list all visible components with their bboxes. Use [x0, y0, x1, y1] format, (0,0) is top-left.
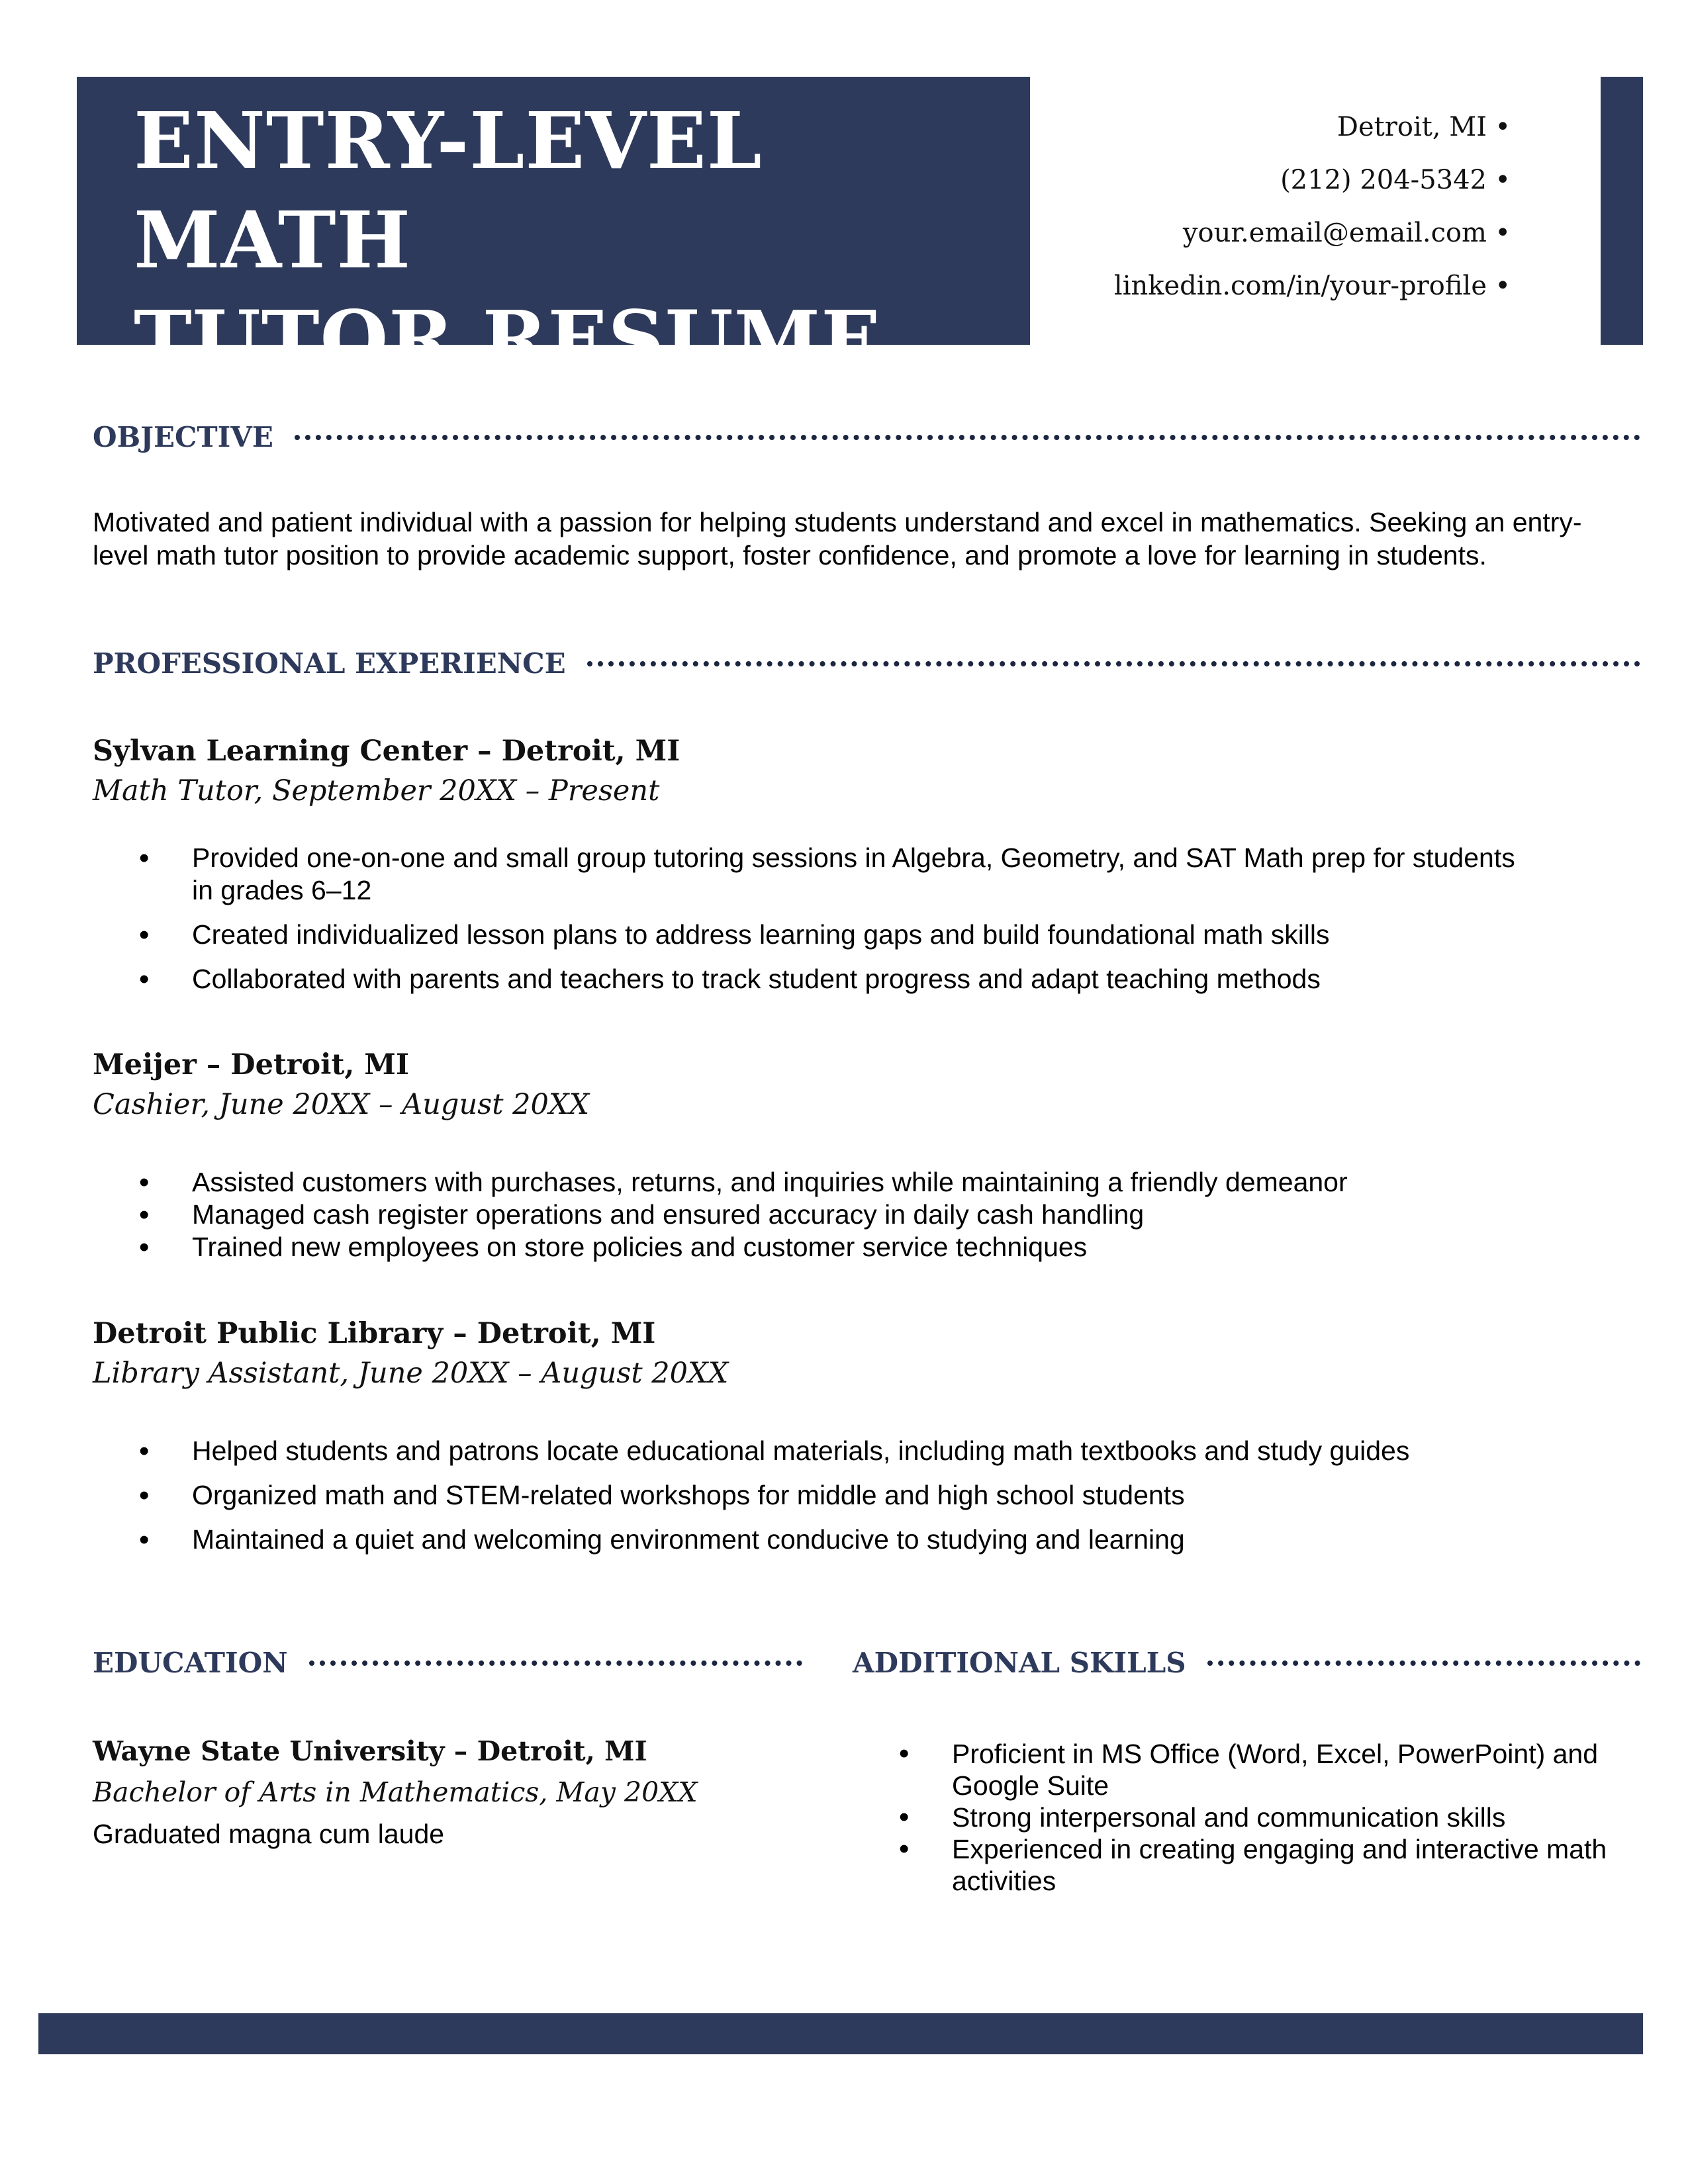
education-heading: [93, 1647, 802, 1679]
skills-heading-text: ADDITIONAL SKILLS: [853, 1647, 1186, 1679]
section-divider: [295, 435, 1640, 440]
contact-phone: [1114, 154, 1511, 206]
header-banner: [77, 77, 1030, 430]
list-item: • Trained new employees on store policies and customer service techniques: [93, 1231, 1615, 1263]
header-accent-bar: [1601, 77, 1643, 345]
contact-email: [1114, 206, 1511, 259]
list-item: • Created individualized lesson plans to address learning gaps and build foundational math skills: [93, 919, 1615, 951]
experience-heading-text: PROFESSIONAL EXPERIENCE: [93, 647, 566, 680]
list-item: • Provided one-on-one and small group tutoring sessions in Algebra, Geometry, and SAT Math prep for students in grades 6–12: [93, 842, 1615, 907]
list-item: • Helped students and patrons locate educational materials, including math textbooks and study guides: [93, 1435, 1615, 1467]
list-item: • Collaborated with parents and teachers to track student progress and adapt teaching methods: [93, 963, 1615, 995]
contact-linkedin: [1114, 259, 1511, 312]
bullet-icon: •: [1495, 112, 1511, 142]
list-item: • Organized math and STEM-related workshops for middle and high school students: [93, 1479, 1615, 1512]
list-item: • Managed cash register operations and ensured accuracy in daily cash handling: [93, 1199, 1615, 1231]
job-bullets: [93, 1166, 1615, 1263]
section-divider: [309, 1661, 802, 1666]
section-divider: [1207, 1661, 1640, 1666]
job-title: Sylvan Learning Center – Detroit, MI: [93, 735, 680, 768]
job-title: Detroit Public Library – Detroit, MI: [93, 1317, 656, 1350]
contact-block: [1114, 101, 1511, 312]
skills-heading: [853, 1647, 1640, 1679]
contact-linkedin-text[interactable]: linkedin.com/in/your-profile: [1113, 271, 1487, 301]
section-divider: [587, 661, 1640, 666]
job-bullets: [93, 1435, 1615, 1568]
list-item: • Maintained a quiet and welcoming environment conducive to studying and learning: [93, 1524, 1615, 1556]
job-bullets: [93, 842, 1615, 1007]
skills-list: [853, 1738, 1634, 1897]
education-heading-text: EDUCATION: [93, 1647, 288, 1679]
job-role: Cashier, June 20XX – August 20XX: [93, 1088, 590, 1121]
contact-phone-text: (212) 204-5342: [1280, 165, 1487, 195]
list-item: • Strong interpersonal and communication skills: [853, 1801, 1634, 1833]
education-honors: Graduated magna cum laude: [93, 1819, 445, 1849]
objective-heading-text: OBJECTIVE: [93, 421, 273, 453]
title-line-2: TUTOR RESUME: [134, 293, 882, 385]
objective-text: Motivated and patient individual with a passion for helping students understand and excel in mathematics. Seeking an entry-level math tutor position to provide academic support, foster confidence, and promote a love for learning in students.: [93, 507, 1582, 570]
job-role: Library Assistant, June 20XX – August 20XX: [93, 1357, 729, 1390]
experience-heading: [93, 647, 1640, 680]
contact-location: [1114, 101, 1511, 154]
job-title: Meijer – Detroit, MI: [93, 1048, 409, 1081]
title-line-1: ENTRY-LEVEL MATH: [134, 95, 763, 286]
resume-subtitle: Example by Resume Genius: [134, 394, 611, 430]
resume-title: [134, 91, 1030, 389]
contact-email-text[interactable]: your.email@email.com: [1182, 218, 1487, 248]
bullet-icon: •: [1495, 218, 1511, 248]
contact-location-text: Detroit, MI: [1336, 112, 1487, 142]
list-item: • Experienced in creating engaging and interactive math activities: [853, 1833, 1634, 1897]
footer-bar: [38, 2013, 1643, 2054]
list-item: • Proficient in MS Office (Word, Excel, PowerPoint) and Google Suite: [853, 1738, 1634, 1801]
education-school: Wayne State University – Detroit, MI: [93, 1735, 647, 1767]
bullet-icon: •: [1495, 165, 1511, 195]
objective-heading: [93, 421, 1640, 453]
bullet-icon: •: [1495, 271, 1511, 301]
list-item: • Assisted customers with purchases, returns, and inquiries while maintaining a friendly demeanor: [93, 1166, 1615, 1199]
job-role: Math Tutor, September 20XX – Present: [93, 774, 660, 807]
education-degree: Bachelor of Arts in Mathematics, May 20XX: [93, 1776, 698, 1808]
